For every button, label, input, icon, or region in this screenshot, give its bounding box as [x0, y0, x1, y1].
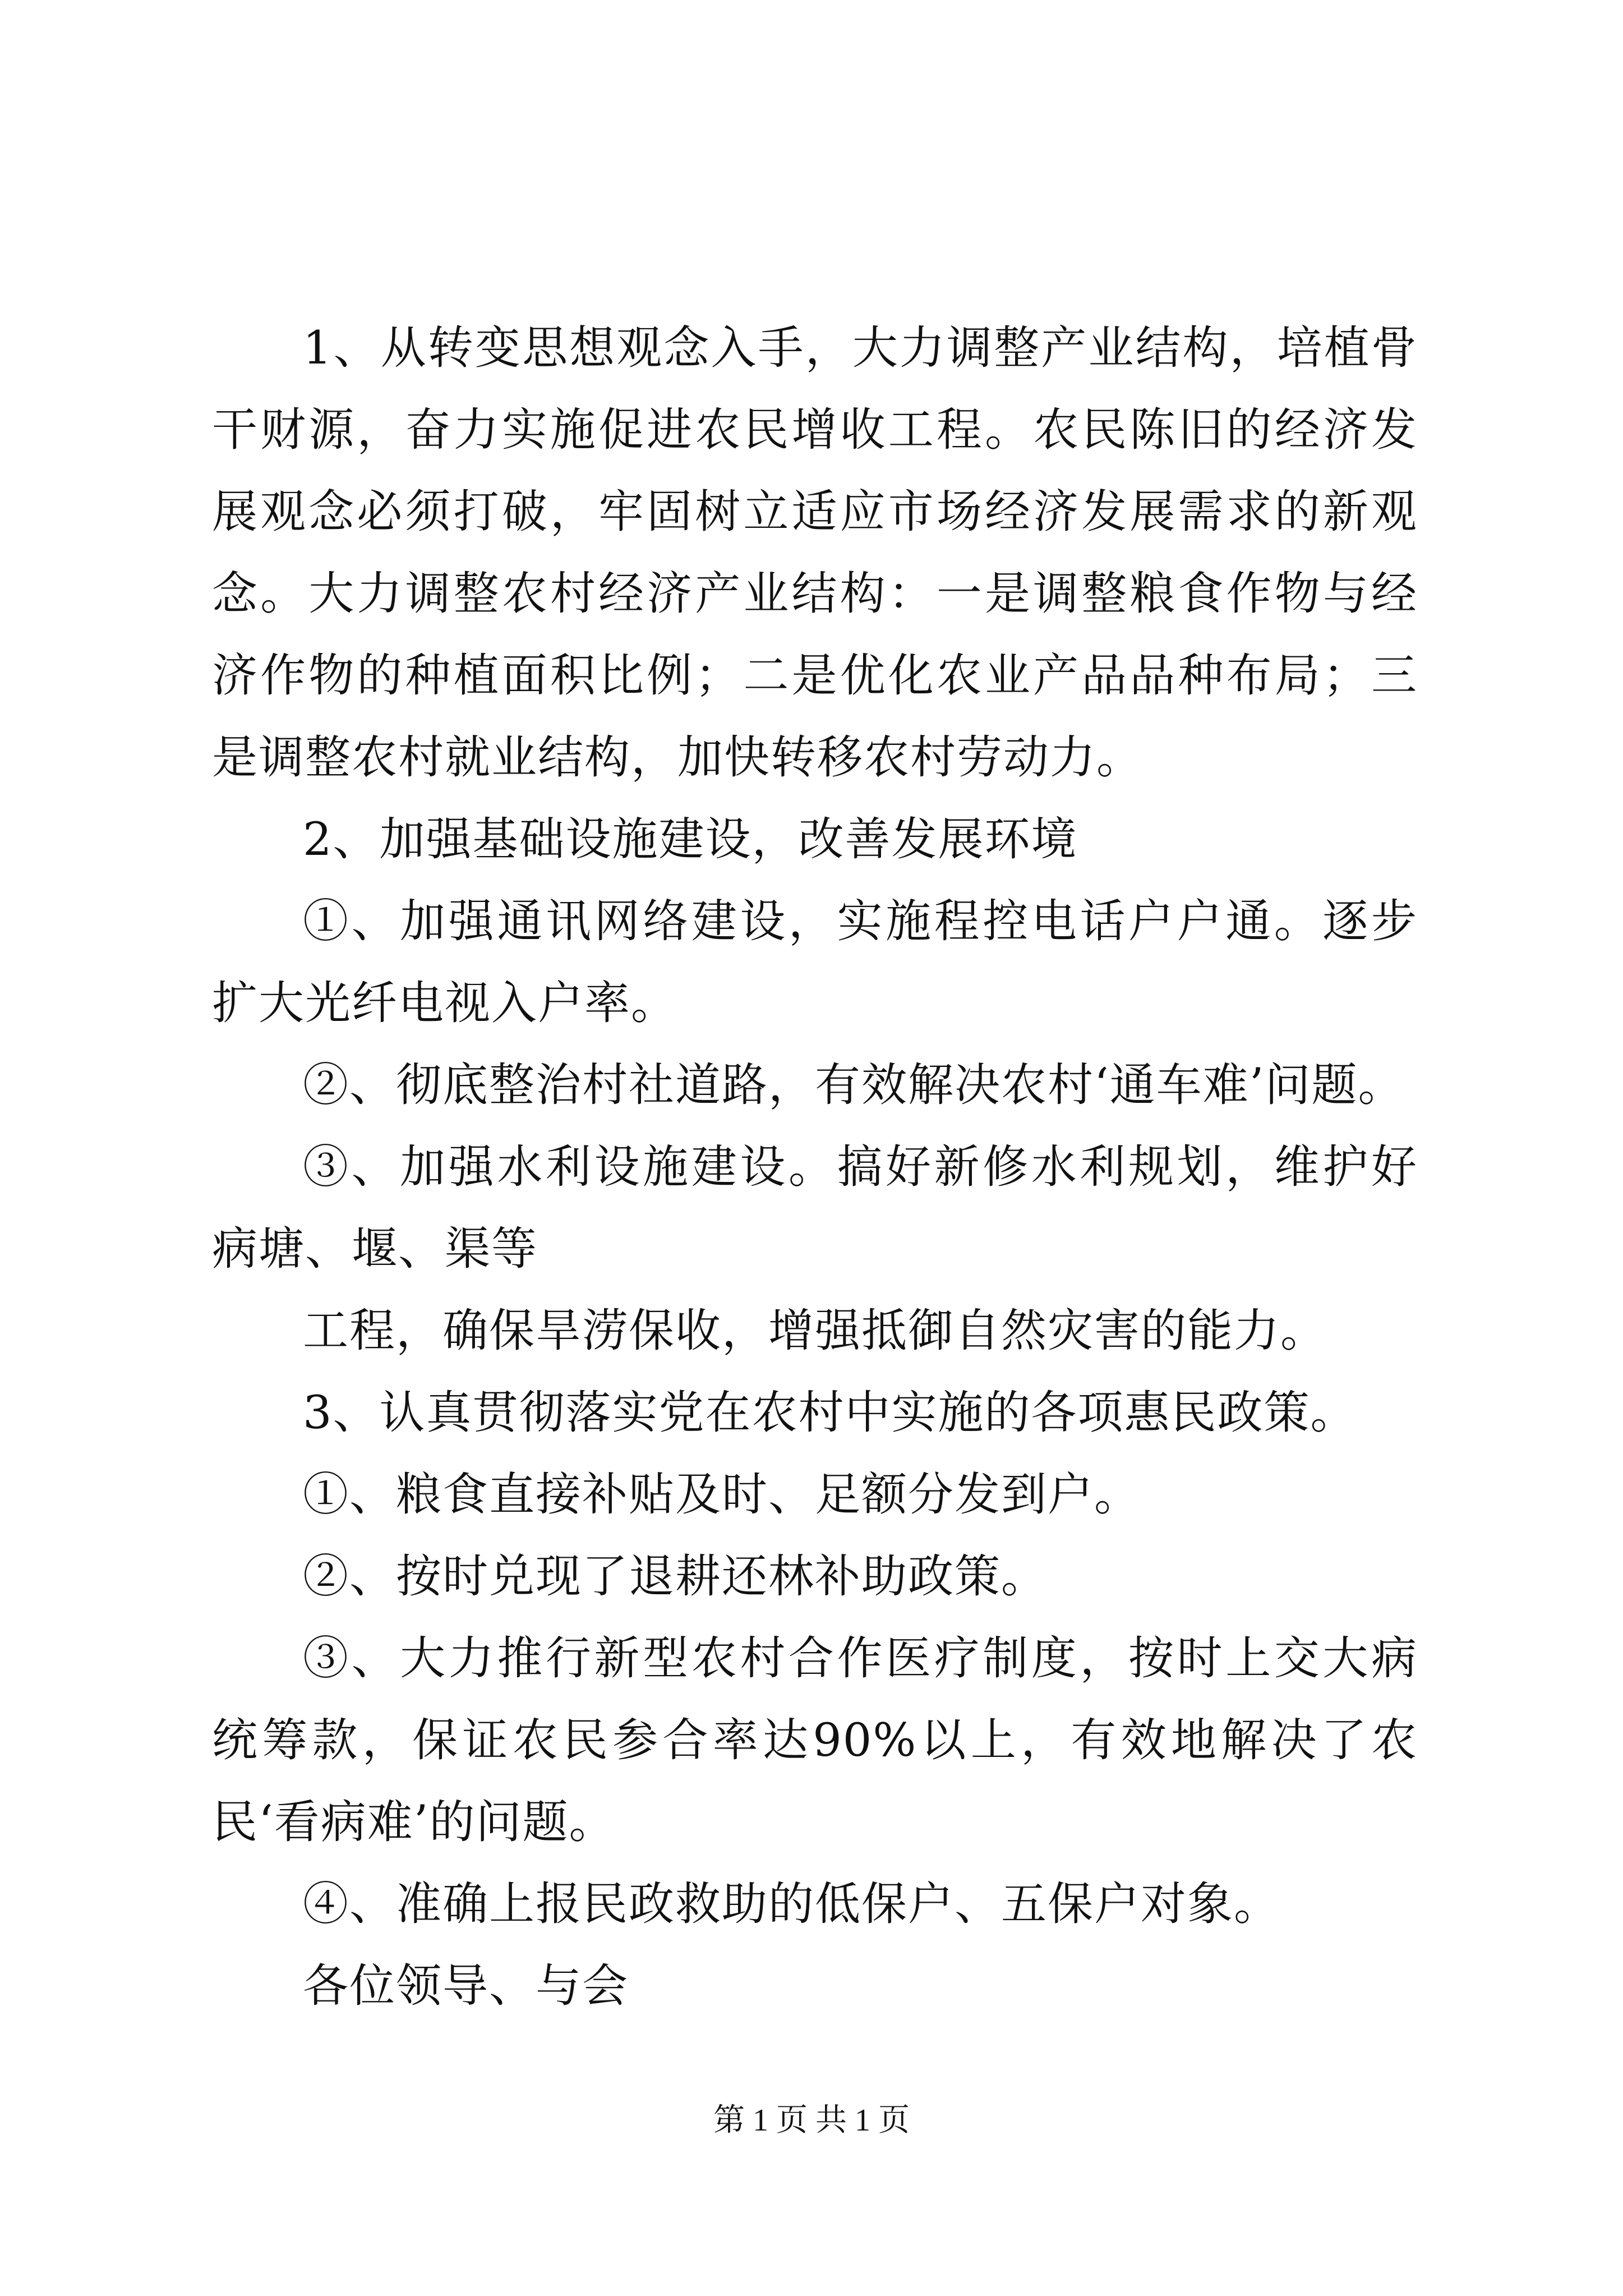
- paragraph-2: 2、加强基础设施建设，改善发展环境: [303, 813, 1078, 866]
- paragraph-9: ②、按时兑现了退耕还林补助政策。: [303, 1550, 1048, 1603]
- paragraph-4: ②、彻底整治村社道路，有效解决农村‘通车难’问题。: [303, 1059, 1405, 1112]
- paragraph-5: ③、加强水利设施建设。搞好新修水利规划，维护好病塘、堰、渠等: [212, 1141, 1418, 1276]
- document-body: [212, 307, 1418, 2027]
- paragraph-7: 3、认真贯彻落实党在农村中实施的各项惠民政策。: [303, 1387, 1357, 1439]
- paragraph-12: 各位领导、与会: [303, 1960, 629, 2013]
- paragraph-3: ①、加强通讯网络建设，实施程控电话户户通。逐步扩大光纤电视入户率。: [212, 895, 1418, 1030]
- paragraph-10: ③、大力推行新型农村合作医疗制度，按时上交大病统筹款，保证农民参合率达90%以上，有效地解决了农民‘看病难’的问题。: [212, 1632, 1418, 1849]
- paragraph-8: ①、粮食直接补贴及时、足额分发到户。: [303, 1469, 1141, 1521]
- page-footer: 第 1 页 共 1 页: [713, 2103, 910, 2138]
- paragraph-6: 工程，确保旱涝保收，增强抵御自然灾害的能力。: [303, 1305, 1327, 1358]
- paragraph-1: 1、从转变思想观念入手，大力调整产业结构，培植骨干财源，奋力实施促进农民增收工程。农民陈旧的经济发展观念必须打破，牢固树立适应市场经济发展需求的新观念。大力调整农村经济产业结构：一是调整粮食作物与经济作物的种植面积比例；二是优化农业产品品种布局；三是调整农村就业结构，加快转移农村劳动力。: [212, 322, 1418, 784]
- paragraph-11: ④、准确上报民政救助的低保户、五保户对象。: [303, 1878, 1281, 1931]
